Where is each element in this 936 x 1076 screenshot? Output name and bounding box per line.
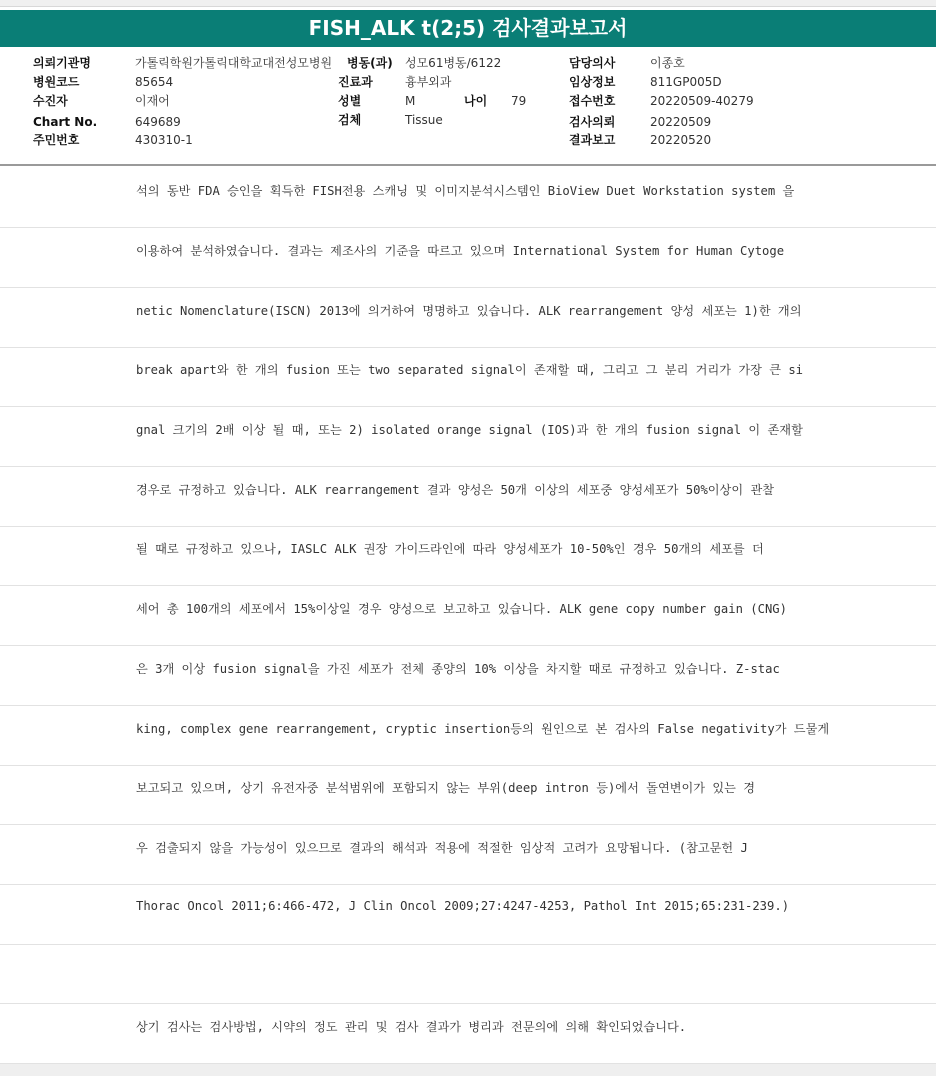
value-age: 79	[511, 94, 527, 108]
report-text-line: 이용하여 분석하였습니다. 결과는 제조사의 기준을 따르고 있으며 International System for Human Cytoge	[0, 228, 936, 288]
value-ward: 성모61병동/6122	[405, 56, 502, 70]
header-row	[0, 113, 936, 132]
report-text-line: Thorac Oncol 2011;6:466-472, J Clin Oncol 2009;27:4247-4253, Pathol Int 2015;65:231-239.)	[0, 885, 936, 945]
report-text-line: 보고되고 있으며, 상기 유전자중 분석범위에 포함되지 않는 부위(deep intron 등)에서 돌연변이가 있는 경	[0, 765, 936, 825]
value-specimen: Tissue	[405, 113, 443, 127]
value-attending-doctor: 이종호	[650, 56, 685, 70]
report-text-line: break apart와 한 개의 fusion 또는 two separated signal이 존재할 때, 그리고 그 분리 거리가 가장 큰 si	[0, 347, 936, 407]
report-body	[0, 168, 936, 1059]
header-row	[0, 131, 936, 150]
patient-info-header	[0, 47, 936, 166]
report-text-line: 경우로 규정하고 있습니다. ALK rearrangement 결과 양성은 50개 이상의 세포중 양성세포가 50%이상이 관찰	[0, 467, 936, 527]
value-sex: M	[405, 94, 416, 108]
bottom-border	[0, 1064, 936, 1076]
report-text-line: 될 때로 규정하고 있으나, IASLC ALK 권장 가이드라인에 따라 양성세포가 10-50%인 경우 50개의 세포를 더	[0, 526, 936, 586]
label-department: 진료과	[338, 75, 373, 89]
label-patient: 수진자	[33, 94, 68, 108]
report-text-line: 은 3개 이상 fusion signal을 가진 세포가 전체 종양의 10% 이상을 차지할 때로 규정하고 있습니다. Z-stac	[0, 646, 936, 706]
header-row	[0, 73, 936, 92]
report-text-line: 석의 동반 FDA 승인을 획득한 FISH전용 스캐닝 및 이미지분석시스템인 BioView Duet Workstation system 을	[0, 168, 936, 228]
label-requesting-institution: 의뢰기관명	[33, 56, 91, 70]
label-hospital-code: 병원코드	[33, 75, 80, 89]
label-ward: 병동(과)	[347, 56, 393, 70]
header-row	[0, 54, 936, 73]
report-text-line: 세어 총 100개의 세포에서 15%이상일 경우 양성으로 보고하고 있습니다. ALK gene copy number gain (CNG)	[0, 586, 936, 646]
label-sex: 성별	[338, 94, 362, 108]
label-resident-number: 주민번호	[33, 133, 80, 147]
value-result-report-date: 20220520	[650, 133, 712, 147]
value-test-request-date: 20220509	[650, 115, 712, 129]
label-age: 나이	[464, 94, 488, 108]
top-border	[0, 0, 936, 7]
report-text-line: gnal 크기의 2배 이상 될 때, 또는 2) isolated orange signal (IOS)과 한 개의 fusion signal 이 존재할	[0, 407, 936, 467]
value-receipt-number: 20220509-40279	[650, 94, 754, 108]
header-row	[0, 92, 936, 111]
label-chart-no: Chart No.	[33, 115, 98, 129]
report-title: FISH_ALK t(2;5) 검사결과보고서	[0, 10, 936, 47]
report-text-line	[0, 944, 936, 1004]
label-test-request-date: 검사의뢰	[569, 115, 616, 129]
value-patient: 이재어	[135, 94, 170, 108]
label-receipt-number: 접수번호	[569, 94, 616, 108]
label-specimen: 검체	[338, 113, 362, 127]
label-clinical-info: 임상정보	[569, 75, 616, 89]
value-requesting-institution: 가톨릭학원가톨릭대학교대전성모병원	[135, 56, 333, 70]
label-attending-doctor: 담당의사	[569, 56, 616, 70]
report-text-line: 상기 검사는 검사방법, 시약의 정도 관리 및 검사 결과가 병리과 전문의에 의해 확인되었습니다.	[0, 1004, 936, 1064]
report-text-line: netic Nomenclature(ISCN) 2013에 의거하여 명명하고 있습니다. ALK rearrangement 양성 세포는 1)한 개의	[0, 288, 936, 348]
value-hospital-code: 85654	[135, 75, 174, 89]
report-text-line: 우 검출되지 않을 가능성이 있으므로 결과의 해석과 적용에 적절한 임상적 고려가 요망됩니다. (참고문헌 J	[0, 825, 936, 885]
value-department: 흉부외과	[405, 75, 452, 89]
report-text-line: king, complex gene rearrangement, cryptic insertion등의 원인으로 본 검사의 False negativity가 드물게	[0, 706, 936, 766]
label-result-report-date: 결과보고	[569, 133, 616, 147]
value-resident-number: 430310-1	[135, 133, 193, 147]
value-clinical-info: 811GP005D	[650, 75, 722, 89]
value-chart-no: 649689	[135, 115, 181, 129]
